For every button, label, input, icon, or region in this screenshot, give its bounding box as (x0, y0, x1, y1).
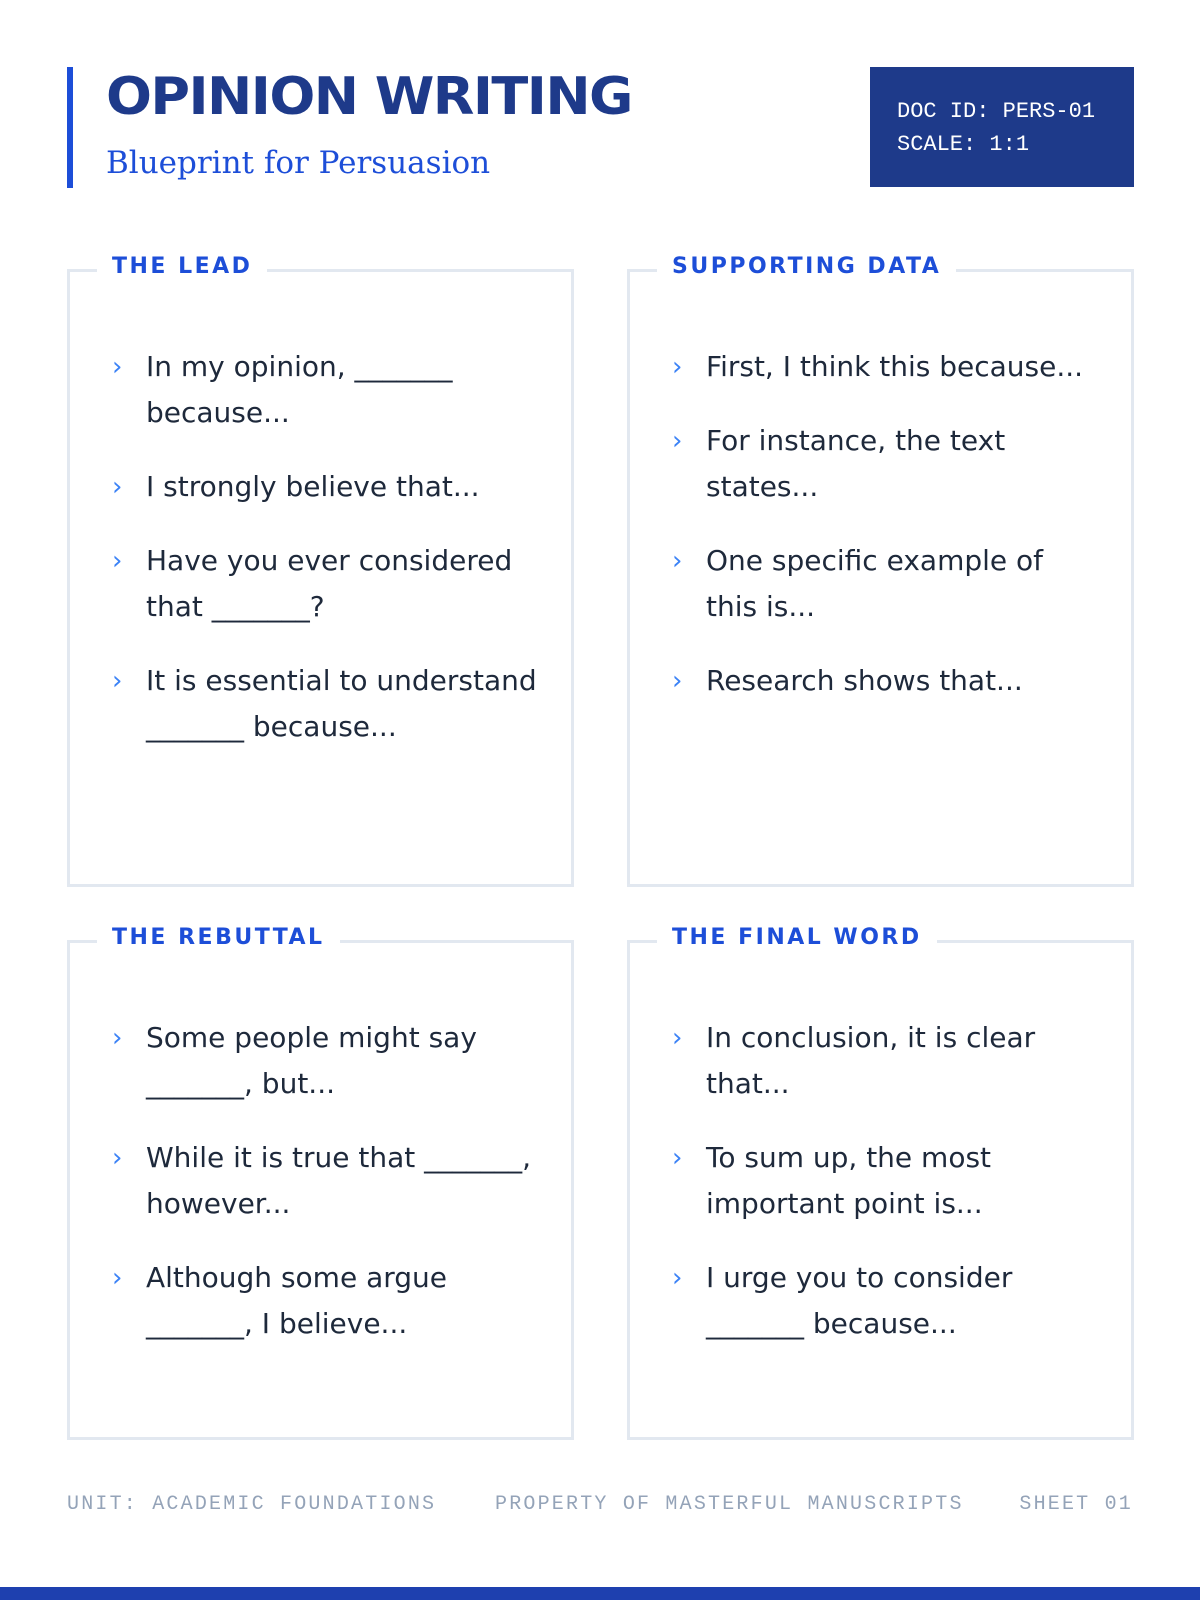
list-item (672, 658, 1101, 704)
panel-title: THE REBUTTAL (97, 918, 340, 958)
phrase-text: I urge you to consider _______ because... (706, 1261, 1013, 1340)
phrase-text: It is essential to understand _______ because... (146, 664, 537, 743)
doc-id: DOC ID: PERS-01 (897, 99, 1096, 124)
chevron-right-icon: › (672, 352, 683, 382)
chevron-right-icon: › (112, 666, 123, 696)
list-item (112, 344, 541, 436)
doc-info-box (870, 67, 1134, 187)
chevron-right-icon: › (672, 666, 683, 696)
chevron-right-icon: › (112, 352, 123, 382)
panel-the-lead (67, 254, 574, 887)
phrase-text: For instance, the text states... (706, 424, 1006, 503)
chevron-right-icon: › (112, 546, 123, 576)
phrase-text: To sum up, the most important point is... (706, 1141, 992, 1220)
phrase-list (672, 344, 1101, 732)
list-item (112, 538, 541, 630)
panel-the-rebuttal (67, 925, 574, 1440)
phrase-list (112, 1015, 541, 1375)
footer-sheet: SHEET 01 (1019, 1493, 1133, 1516)
phrase-text: Have you ever considered that _______? (146, 544, 513, 623)
phrase-text: In conclusion, it is clear that... (706, 1021, 1036, 1100)
phrase-text: Although some argue _______, I believe... (146, 1261, 447, 1340)
list-item (672, 1015, 1101, 1107)
phrase-text: One specific example of this is... (706, 544, 1044, 623)
panel-the-final-word (627, 925, 1134, 1440)
footer-property: PROPERTY OF MASTERFUL MANUSCRIPTS (495, 1493, 964, 1516)
list-item (112, 464, 541, 510)
list-item (672, 1135, 1101, 1227)
phrase-text: Research shows that... (706, 664, 1023, 697)
chevron-right-icon: › (672, 1263, 683, 1293)
chevron-right-icon: › (112, 1263, 123, 1293)
page-subtitle: Blueprint for Persuasion (106, 145, 491, 181)
list-item (672, 344, 1101, 390)
footer-unit: UNIT: ACADEMIC FOUNDATIONS (67, 1493, 437, 1516)
panel-title: THE FINAL WORD (657, 918, 937, 958)
document-header (67, 67, 693, 188)
phrase-text: Some people might say _______, but... (146, 1021, 477, 1100)
phrase-list (112, 344, 541, 778)
chevron-right-icon: › (112, 1023, 123, 1053)
chevron-right-icon: › (112, 472, 123, 502)
panel-supporting-data (627, 254, 1134, 887)
panel-title: SUPPORTING DATA (657, 247, 956, 287)
doc-scale: SCALE: 1:1 (897, 132, 1030, 157)
chevron-right-icon: › (112, 1143, 123, 1173)
list-item (112, 1135, 541, 1227)
phrase-text: I strongly believe that... (146, 470, 480, 503)
list-item (672, 538, 1101, 630)
page-title: OPINION WRITING (106, 67, 632, 127)
phrase-list (672, 1015, 1101, 1375)
phrase-text: First, I think this because... (706, 350, 1084, 383)
list-item (672, 1255, 1101, 1347)
phrase-text: While it is true that _______, however... (146, 1141, 532, 1220)
list-item (112, 1255, 541, 1347)
phrase-text: In my opinion, _______ because... (146, 350, 453, 429)
chevron-right-icon: › (672, 1023, 683, 1053)
bottom-accent-bar (0, 1587, 1200, 1600)
chevron-right-icon: › (672, 1143, 683, 1173)
list-item (112, 658, 541, 750)
list-item (672, 418, 1101, 510)
panel-title: THE LEAD (97, 247, 267, 287)
chevron-right-icon: › (672, 546, 683, 576)
chevron-right-icon: › (672, 426, 683, 456)
list-item (112, 1015, 541, 1107)
